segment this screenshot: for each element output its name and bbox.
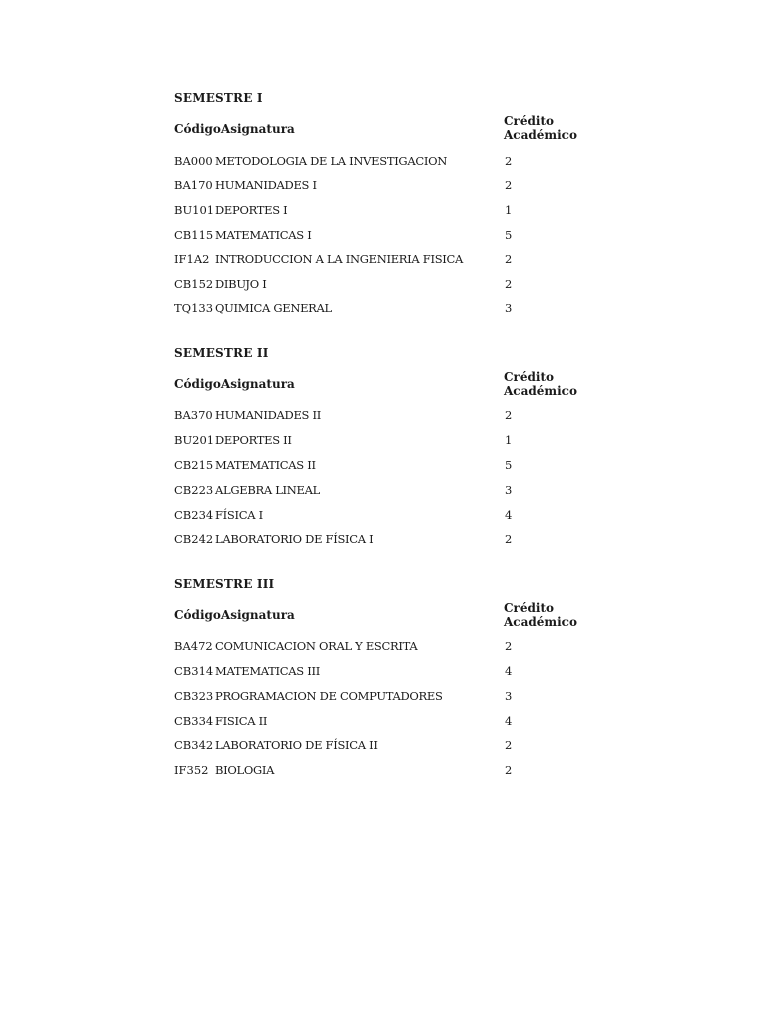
course-name: HUMANIDADES II <box>215 408 321 422</box>
semester-title: SEMESTRE III <box>174 577 275 591</box>
course-code: IF352 <box>174 763 209 777</box>
column-header-credits <box>504 601 577 629</box>
course-credits: 2 <box>505 277 513 291</box>
course-code: BA170 <box>174 178 213 192</box>
course-name: BIOLOGIA <box>215 763 275 777</box>
column-header-code-subject <box>174 608 295 622</box>
course-row <box>174 508 594 524</box>
course-code: CB314 <box>174 664 214 678</box>
course-row <box>174 228 594 244</box>
course-row <box>174 714 594 730</box>
course-name: METODOLOGIA DE LA INVESTIGACION <box>215 154 447 168</box>
course-code: CB242 <box>174 532 214 546</box>
course-credits: 1 <box>505 433 513 447</box>
course-name: FISICA II <box>215 714 268 728</box>
course-row <box>174 483 594 499</box>
course-name: QUIMICA GENERAL <box>215 301 332 315</box>
course-credits: 4 <box>505 714 513 728</box>
course-name: HUMANIDADES I <box>215 178 317 192</box>
course-code: BU101 <box>174 203 215 217</box>
course-row <box>174 532 594 548</box>
course-name: MATEMATICAS I <box>215 228 312 242</box>
course-credits: 2 <box>505 738 513 752</box>
course-name: DEPORTES II <box>215 433 292 447</box>
credit-header-line1: Crédito <box>504 370 555 384</box>
course-code: CB152 <box>174 277 214 291</box>
course-name: LABORATORIO DE FÍSICA II <box>215 738 378 752</box>
credit-header-line2: Académico <box>504 384 577 398</box>
course-code: CB323 <box>174 689 214 703</box>
course-row <box>174 203 594 219</box>
course-code: CB115 <box>174 228 214 242</box>
column-header-code: Código <box>174 377 221 391</box>
course-name: COMUNICACION ORAL Y ESCRITA <box>215 639 418 653</box>
course-credits: 2 <box>505 763 513 777</box>
course-row <box>174 458 594 474</box>
course-code: CB234 <box>174 508 214 522</box>
course-code: CB223 <box>174 483 214 497</box>
course-credits: 2 <box>505 408 513 422</box>
column-header-code: Código <box>174 608 221 622</box>
credit-header-line1: Crédito <box>504 601 555 615</box>
course-credits: 1 <box>505 203 513 217</box>
course-row <box>174 277 594 293</box>
course-credits: 3 <box>505 689 513 703</box>
course-code: CB215 <box>174 458 214 472</box>
column-header-subject: Asignatura <box>220 377 295 391</box>
course-row <box>174 763 594 779</box>
column-header-credits <box>504 114 577 142</box>
course-code: BA000 <box>174 154 213 168</box>
column-header-code: Código <box>174 122 221 136</box>
course-row <box>174 689 594 705</box>
course-code: IF1A2 <box>174 252 210 266</box>
course-name: DEPORTES I <box>215 203 288 217</box>
course-name: MATEMATICAS III <box>215 664 320 678</box>
course-code: BA472 <box>174 639 213 653</box>
course-row <box>174 738 594 754</box>
column-header-subject: Asignatura <box>220 608 295 622</box>
course-code: TQ133 <box>174 301 214 315</box>
course-row <box>174 433 594 449</box>
course-name: PROGRAMACION DE COMPUTADORES <box>215 689 443 703</box>
credit-header-line2: Académico <box>504 128 577 142</box>
course-code: BU201 <box>174 433 215 447</box>
column-header-subject: Asignatura <box>220 122 295 136</box>
course-row <box>174 408 594 424</box>
course-code: CB342 <box>174 738 214 752</box>
course-credits: 2 <box>505 178 513 192</box>
credit-header-line2: Académico <box>504 615 577 629</box>
course-credits: 2 <box>505 639 513 653</box>
credit-header-line1: Crédito <box>504 114 555 128</box>
course-credits: 5 <box>505 458 513 472</box>
course-row <box>174 301 594 317</box>
course-credits: 2 <box>505 532 513 546</box>
course-credits: 4 <box>505 508 513 522</box>
course-row <box>174 154 594 170</box>
course-name: ALGEBRA LINEAL <box>215 483 320 497</box>
course-row <box>174 178 594 194</box>
course-row <box>174 639 594 655</box>
course-code: CB334 <box>174 714 214 728</box>
semester-title: SEMESTRE II <box>174 346 269 360</box>
course-name: INTRODUCCION A LA INGENIERIA FISICA <box>215 252 464 266</box>
course-credits: 5 <box>505 228 513 242</box>
course-code: BA370 <box>174 408 213 422</box>
column-header-code-subject <box>174 122 295 136</box>
semester-title: SEMESTRE I <box>174 91 263 105</box>
course-credits: 3 <box>505 301 513 315</box>
course-credits: 2 <box>505 252 513 266</box>
course-name: FÍSICA I <box>215 508 263 522</box>
course-row <box>174 252 594 268</box>
course-credits: 4 <box>505 664 513 678</box>
course-name: DIBUJO I <box>215 277 267 291</box>
course-name: LABORATORIO DE FÍSICA I <box>215 532 374 546</box>
column-header-credits <box>504 370 577 398</box>
course-credits: 3 <box>505 483 513 497</box>
course-name: MATEMATICAS II <box>215 458 316 472</box>
course-row <box>174 664 594 680</box>
course-credits: 2 <box>505 154 513 168</box>
column-header-code-subject <box>174 377 295 391</box>
